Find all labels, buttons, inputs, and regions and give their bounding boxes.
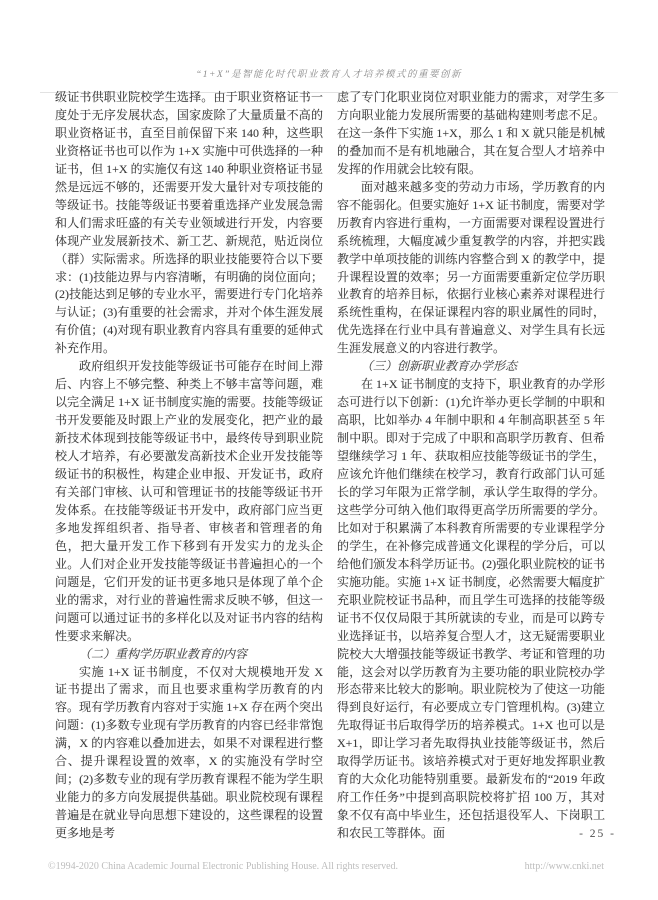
section-heading-2: （二）重构学历职业教育的内容: [79, 646, 248, 661]
footer-watermark: [48, 861, 604, 872]
copyright-notice: ©1994-2020 China Academic Journal Electronic Publishing House. All rights reserved.: [48, 861, 399, 872]
right-paragraph-continuation: 虑了专门化职业岗位对职业能力的需求，对学生多方向职业能力发展所需要的基础构建则考虑不足。在这一条件下实施 1+X，那么 1 和 X 就只能是机械的叠加而不是有机地融合，其在复合型人才培养中发挥的作用就会比较有限。: [337, 90, 605, 176]
right-paragraph-school-innovation: 在 1+X 证书制度的支持下，职业教育的办学形态可进行以下创新：(1)允许举办更长学制的中职和高职，比如举办 4 年制中职和 4 年制高职甚至 5 年制中职。即对于完成了中职和高职学历教育、但希望继续学习 1 年、获取相应技能等级证书的学生，应该允许他们继续在校学习，教育行政部门认可延长的学习年限为正常学制，承认学生取得的学分。这些学分可纳入他们取得更高学历所需要的学分。比如对于积累满了本科教育所需要的专业课程学分的学生，在补修完成普通文化课程的学分后，可以给他们颁发本科学历证书。(2)强化职业院校的证书实施功能。实施 1+X 证书制度，必然需要大幅度扩充职业院校证书品种，而且学生可选择的技能等级证书不仅仅局限于其所就读的专业，而是可以跨专业选择证书，以培养复合型人才，这无疑需要职业院校大大增强技能等级证书教学、考证和管理的功能，这会对以学历教育为主要功能的职业院校办学形态带来比较大的影响。职业院校为了使这一功能得到良好运行，有必要成立专门管理机构。(3)建立先取得证书后取得学历的培养模式。1+X 也可以是 X+1，即让学习者先取得执业技能等级证书，然后取得学历证书。该培养模式对于更好地发挥职业教育的大众化功能特别重要。最新发布的“2019 年政府工作任务”中提到高职院校将扩招 100 万，其对象不仅有高中毕业生，还包括退役军人、下岗职工和农民工等群体。面: [337, 377, 605, 841]
page-number: - 25 -: [579, 828, 616, 840]
left-column: [55, 89, 323, 843]
left-paragraph-continuation: 级证书供职业院校学生选择。由于职业资格证书一度处于无序发展状态，国家废除了大量质量不高的职业资格证书，直至目前保留下来 140 种，这些职业资格证书也可以作为 1+X 实施中可供选择的一种证书，但 1+X 的实施仅有这 140 种职业资格证书显然是远远不够的，还需要开发大量针对专项技能的等级证书。技能等级证书要着重选择产业发展急需和人们需求旺盛的有关专业领域进行开发，内容要体现产业发展新技术、新工艺、新规范，贴近岗位（群）实际需求。所选择的职业技能要符合以下要求：(1)技能边界与内容清晰，有明确的岗位面向；(2)技能达到足够的专业水平，需要进行专门化培养与认证；(3)有重要的社会需求，并对个体生涯发展有价值；(4)对现有职业教育内容具有重要的延伸式补充作用。: [55, 90, 323, 356]
running-head: “1+X”是智能化时代职业教育人才培养模式的重要创新: [195, 70, 463, 80]
cnki-url: http://www.cnki.net: [524, 861, 604, 872]
right-paragraph-labor-market: 面对越来越多变的劳动力市场，学历教育的内容不能弱化。但要实施好 1+X 证书制度，需要对学历教育内容进行重构，一方面需要对课程设置进行系统梳理，大幅度减少重复教学的内容，并把实践教学中单项技能的训练内容整合到 X 的教学中，提升课程设置的效率；另一方面需要重新定位学历职业教育的培养目标，依据行业核心素养对课程进行系统性重构，在保证课程内容的职业属性的同时，优先选择在行业中具有普遍意义、对学生具有长远生涯发展意义的内容进行教学。: [337, 179, 605, 356]
page-body: [55, 89, 605, 843]
left-paragraph-curriculum-issues: 实施 1+X 证书制度，不仅对大规模地开发 X 证书提出了需求，而且也要求重构学历教育的内容。现有学历教育内容对于实施 1+X 存在两个突出问题：(1)多数专业现有学历教育的内容已经非常饱满，X 的内容难以叠加进去，如果不对课程进行整合、提升课程设置的效率，X 的实施没有学时空间；(2)多数专业的现有学历教育课程不能为学生职业能力的多方向发展提供基础。职业院校现有课程普遍是在就业导向思想下建设的，这些课程的设置更多地是考: [55, 664, 323, 841]
section-heading-3: （三）创新职业教育办学形态: [361, 359, 518, 374]
left-paragraph-certificate-development: 政府组织开发技能等级证书可能存在时间上滞后、内容上不够完整、种类上不够丰富等问题，难以完全满足 1+X 证书制度实施的需要。技能等级证书开发要能及时跟上产业的发展变化，把产业的最新技术体现到技能等级证书中，最终传导到职业院校人才培养，有必要激发高新技术企业开发技能等级证书的积极性，构建企业申报、开发证书，政府有关部门审核、认可和管理证书的技能等级证书开发体系。在技能等级证书开发中，政府部门应当更多地发挥组织者、指导者、审核者和管理者的角色，把大量开发工作下移到有开发实力的龙头企业。人们对企业开发技能等级证书普遍担心的一个问题是，它们开发的证书更多地只是体现了单个企业的需求，对行业的普遍性需求反映不够，但这一问题可以通过证书的多样化以及对证书内容的结构性要求来解决。: [55, 359, 323, 643]
right-column: [337, 89, 605, 843]
